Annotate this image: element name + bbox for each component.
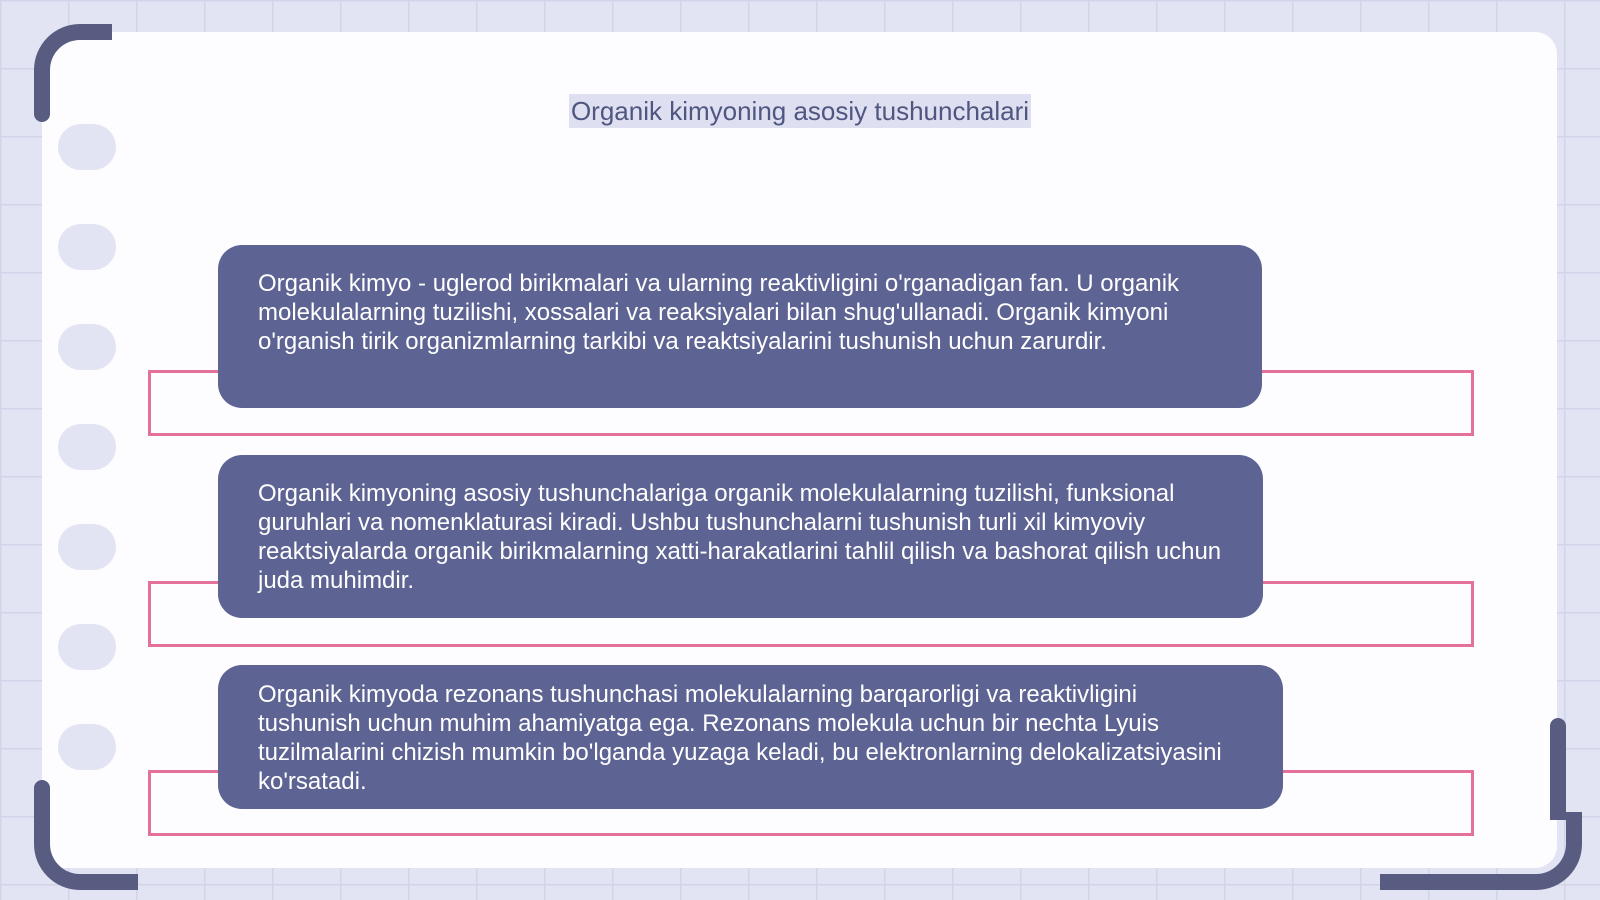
slide-title-text: Organik kimyoning asosiy tushunchalari [570, 96, 1030, 126]
info-card-text: Organik kimyoda rezonans tushunchasi molekulalarning barqarorligi va reaktivligini tushunish uchun muhim ahamiyatga ega. Rezonans molekula uchun bir nechta Lyuis tuzilmalarini chizish mumkin bo'lganda yuzaga keladi, bu elektronlarning delokalizatsiyasini ko'rsatadi. [258, 681, 1222, 795]
binder-notch [58, 624, 116, 670]
info-card-3 [218, 665, 1283, 809]
corner-bracket-bottom-right [1550, 718, 1566, 820]
slide-title [0, 96, 1600, 127]
corner-bracket-bottom-left [34, 780, 50, 820]
binder-notch [58, 324, 116, 370]
info-card-2 [218, 455, 1263, 618]
binder-notch [58, 724, 116, 770]
binder-notch [58, 524, 116, 570]
binder-notch [58, 124, 116, 170]
info-card-1 [218, 245, 1262, 408]
info-card-text: Organik kimyoning asosiy tushunchalariga organik molekulalarning tuzilishi, funksional guruhlari va nomenklaturasi kiradi. Ushbu tushunchalarni tushunish turli xil kimyoviy reaktsiyalarda organik birikmalarning xatti-harakatlarini tahlil qilish va bashorat qilish uchun juda muhimdir. [258, 480, 1222, 594]
corner-bracket-bottom-left [34, 812, 138, 890]
binder-notch [58, 424, 116, 470]
binder-notch [58, 224, 116, 270]
info-card-text: Organik kimyo - uglerod birikmalari va ularning reaktivligini o'rganadigan fan. U organik molekulalarning tuzilishi, xossalari va reaksiyalari bilan shug'ullanadi. Organik kimyoni o'rganish tirik organizmlarning tarkibi va reaktsiyalarini tushunish uchun zarurdir. [258, 270, 1180, 355]
